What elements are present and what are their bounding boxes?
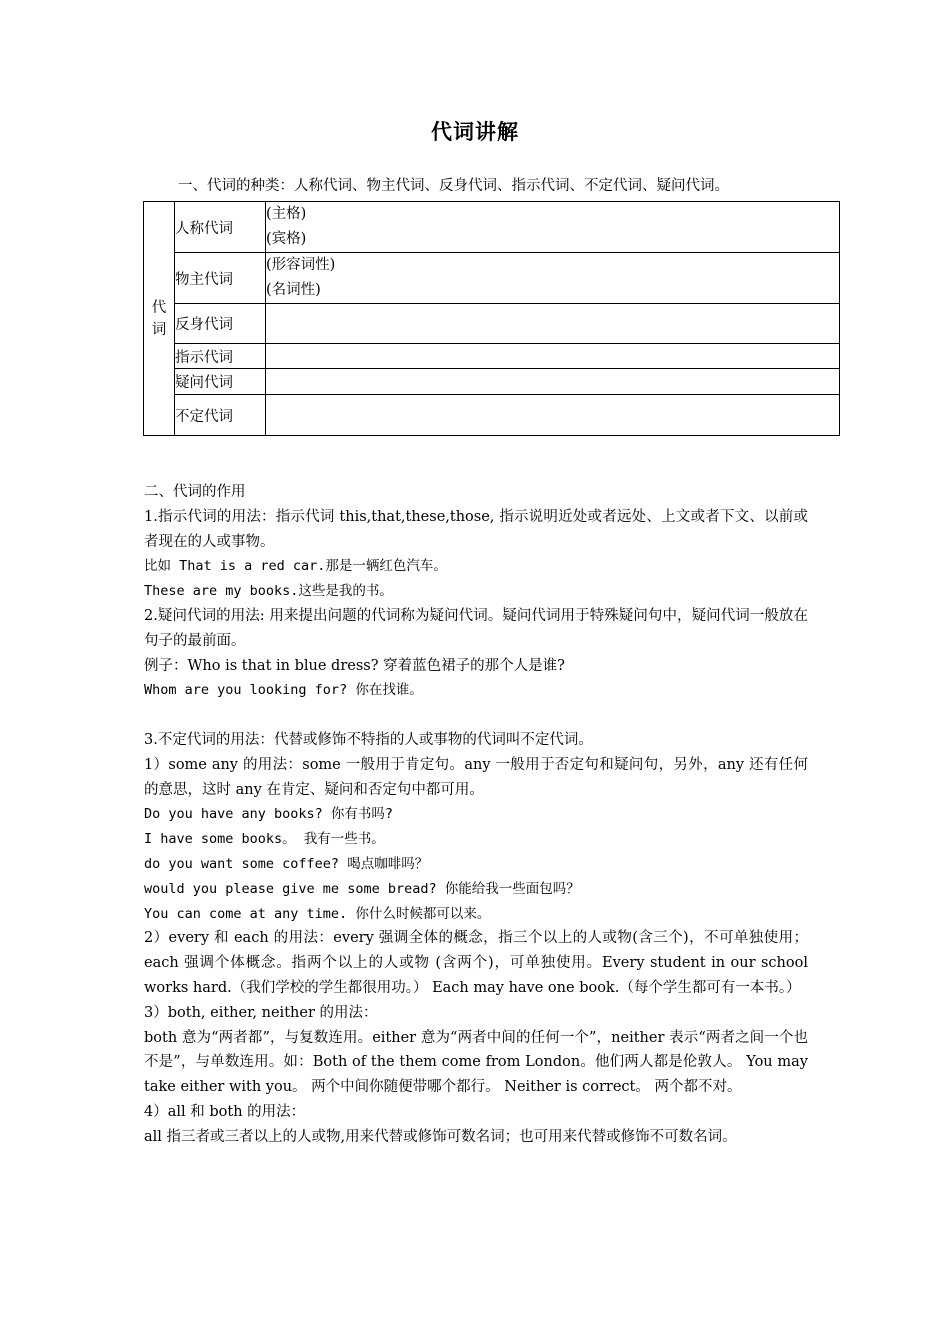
blank-line — [144, 703, 808, 728]
paragraph: I have some books。 我有一些书。 — [144, 831, 385, 848]
table-row — [144, 253, 840, 304]
form-line: (主格) — [266, 206, 307, 222]
paragraph: 1.指示代词的用法：指示代词 this,that,these,those, 指示说明近处或者远处、上文或者下文、以前或者现在的人或事物。 — [144, 508, 808, 550]
paragraph: These are my books.这些是我的书。 — [144, 583, 393, 600]
paragraph: both 意为“两者都”，与复数连用。either 意为“两者中间的任何一个”，neither 表示“两者之间一个也不是”，与单数连用。如：Both of the them come from London。他们两人都是伦敦人。 You may take either with you。 两个中间你随便带哪个都行。 Neither is correct。 两个都不对。 — [144, 1029, 808, 1096]
form-line: (名词性) — [266, 282, 321, 298]
section-2 — [144, 480, 808, 1150]
form-cell — [266, 253, 840, 304]
paragraph: Whom are you looking for? 你在找谁。 — [144, 682, 423, 699]
group-label-char-2: 词 — [151, 321, 167, 338]
kind-cell: 疑问代词 — [175, 369, 266, 395]
pronoun-table — [143, 201, 840, 436]
table-row — [144, 344, 840, 369]
paragraph: 2）every 和 each 的用法：every 强调全体的概念，指三个以上的人或物(含三个)，不可单独使用；each 强调个体概念。指两个以上的人或物 (含两个)，可单独使用。Every student in our school works hard.（我们学校的学生都很用功。） Each may have one book.（每个学生都可有一本书。） — [144, 930, 808, 996]
kind-cell: 反身代词 — [175, 304, 266, 344]
paragraph: 比如 That is a red car.那是一辆红色汽车。 — [144, 558, 447, 575]
form-cell — [266, 344, 840, 369]
paragraph: 3）both, either, neither 的用法： — [144, 1004, 378, 1021]
paragraph: 2.疑问代词的用法: 用来提出问题的代词称为疑问代词。疑问代词用于特殊疑问句中，疑问代词一般放在句子的最前面。 — [144, 607, 808, 649]
form-cell — [266, 202, 840, 253]
table-row — [144, 395, 840, 436]
paragraph: 4）all 和 both 的用法： — [144, 1103, 306, 1120]
kind-cell: 不定代词 — [175, 395, 266, 436]
form-cell — [266, 369, 840, 395]
table-row — [144, 369, 840, 395]
section-heading: 二、代词的作用 — [144, 484, 246, 500]
group-label — [144, 202, 175, 436]
group-label-char-1: 代 — [151, 299, 167, 316]
table-row — [144, 202, 840, 253]
paragraph: all 指三者或三者以上的人或物,用来代替或修饰可数名词；也可用来代替或修饰不可数名词。 — [144, 1128, 737, 1145]
kind-cell: 指示代词 — [175, 344, 266, 369]
paragraph: 例子：Who is that in blue dress? 穿着蓝色裙子的那个人是谁? — [144, 657, 565, 674]
paragraph: You can come at any time. 你什么时候都可以来。 — [144, 905, 491, 922]
form-cell — [266, 395, 840, 436]
form-line: (宾格) — [266, 231, 307, 247]
paragraph: do you want some coffee? 喝点咖啡吗？ — [144, 855, 429, 872]
form-cell — [266, 304, 840, 344]
kind-cell: 人称代词 — [175, 202, 266, 253]
intro-line: 一、代词的种类：人称代词、物主代词、反身代词、指示代词、不定代词、疑问代词。 — [178, 178, 729, 194]
table-row — [144, 304, 840, 344]
paragraph: 3.不定代词的用法：代替或修饰不特指的人或事物的代词叫不定代词。 — [144, 731, 593, 748]
paragraph: Do you have any books? 你有书吗? — [144, 806, 394, 823]
paragraph: would you please give me some bread? 你能给我一些面包吗？ — [144, 880, 580, 897]
form-line: (形容词性) — [266, 257, 336, 273]
paragraph: 1）some any 的用法：some 一般用于肯定句。any 一般用于否定句和疑问句，另外，any 还有任何的意思，这时 any 在肯定、疑问和否定句中都可用。 — [144, 756, 808, 798]
kind-cell: 物主代词 — [175, 253, 266, 304]
page-title: 代词讲解 — [431, 120, 519, 144]
